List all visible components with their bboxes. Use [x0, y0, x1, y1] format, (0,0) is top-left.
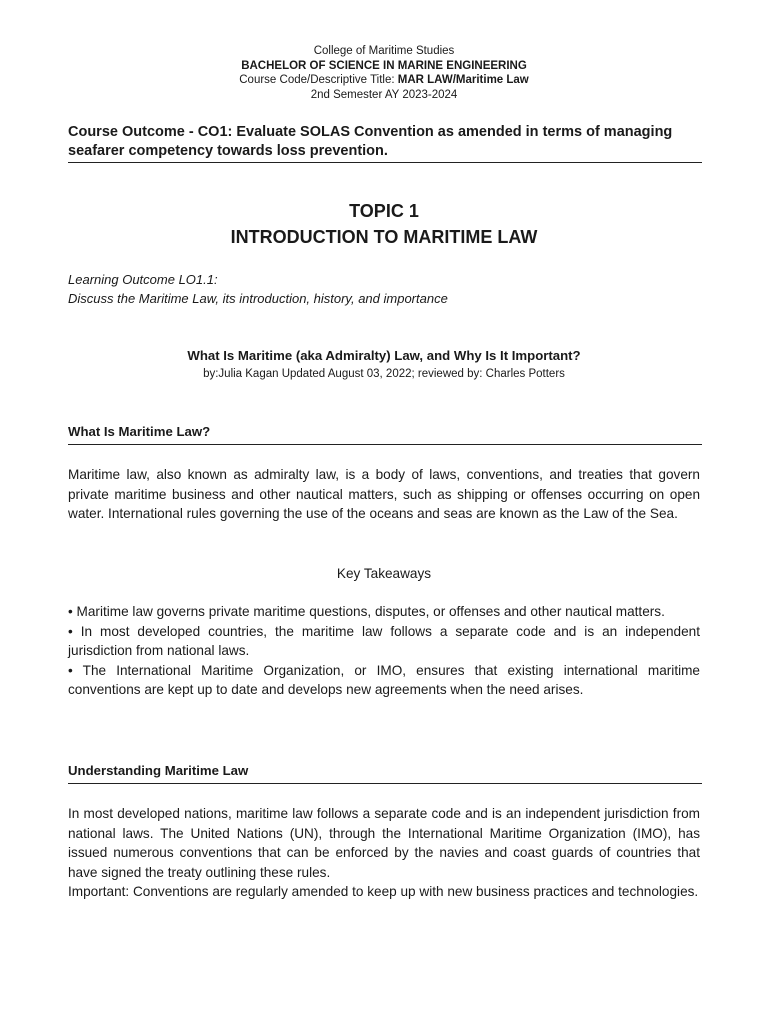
important-note: Important: Conventions are regularly amended to keep up with new business practices and technologies. [68, 884, 699, 899]
program-name: BACHELOR OF SCIENCE IN MARINE ENGINEERING [241, 59, 527, 72]
key-takeaways-list [68, 602, 700, 700]
article-title: What Is Maritime (aka Admiralty) Law, and Why Is It Important? [187, 348, 581, 363]
section-paragraph [68, 804, 700, 902]
section-heading-understanding: Understanding Maritime Law [68, 763, 249, 778]
divider [68, 162, 702, 163]
college-name: College of Maritime Studies [313, 45, 455, 57]
course-outcome: Course Outcome - CO1: Evaluate SOLAS Convention as amended in terms of managing seafarer competency towards loss prevention. [68, 124, 673, 159]
paragraph-body: In most developed nations, maritime law follows a separate code and is an independent jurisdiction from national laws. The United Nations (UN), through the International Maritime Organization (IMO), has issued numerous conventions that can be enforced by the navies and coast guards of countries that have signed the treaty outlining these rules. [68, 806, 700, 880]
article-byline: by:Julia Kagan Updated August 03, 2022; reviewed by: Charles Potters [203, 368, 565, 380]
document-header [0, 44, 768, 102]
learning-outcome [68, 270, 708, 308]
semester: 2nd Semester AY 2023-2024 [310, 88, 458, 101]
topic-number: TOPIC 1 [349, 201, 419, 221]
learning-outcome-text: Discuss the Maritime Law, its introduction, history, and importance [68, 291, 448, 306]
key-takeaways-heading: Key Takeaways [336, 566, 432, 581]
course-code-prefix: Course Code/Descriptive Title: [239, 74, 398, 86]
list-item: • The International Maritime Organization, or IMO, ensures that existing international maritime conventions are kept up to date and develops new agreements when the need arises. [68, 662, 700, 697]
course-code-line [0, 73, 768, 88]
course-code-value: MAR LAW/Maritime Law [397, 74, 529, 86]
topic-title: INTRODUCTION TO MARITIME LAW [230, 227, 538, 247]
divider [68, 444, 702, 445]
divider [68, 783, 702, 784]
learning-outcome-label: Learning Outcome LO1.1: [68, 272, 218, 287]
section-paragraph: Maritime law, also known as admiralty law, is a body of laws, conventions, and treaties that govern private maritime business and other nautical matters, such as shipping or offenses occurring on open water. International rules governing the use of the oceans and seas are known as the Law of the Sea. [68, 467, 700, 521]
list-item: • Maritime law governs private maritime questions, disputes, or offenses and other nautical matters. [68, 604, 665, 619]
list-item: • In most developed countries, the maritime law follows a separate code and is an independent jurisdiction from national laws. [68, 623, 700, 658]
topic-heading [0, 198, 768, 250]
section-heading-what-is: What Is Maritime Law? [68, 424, 211, 439]
